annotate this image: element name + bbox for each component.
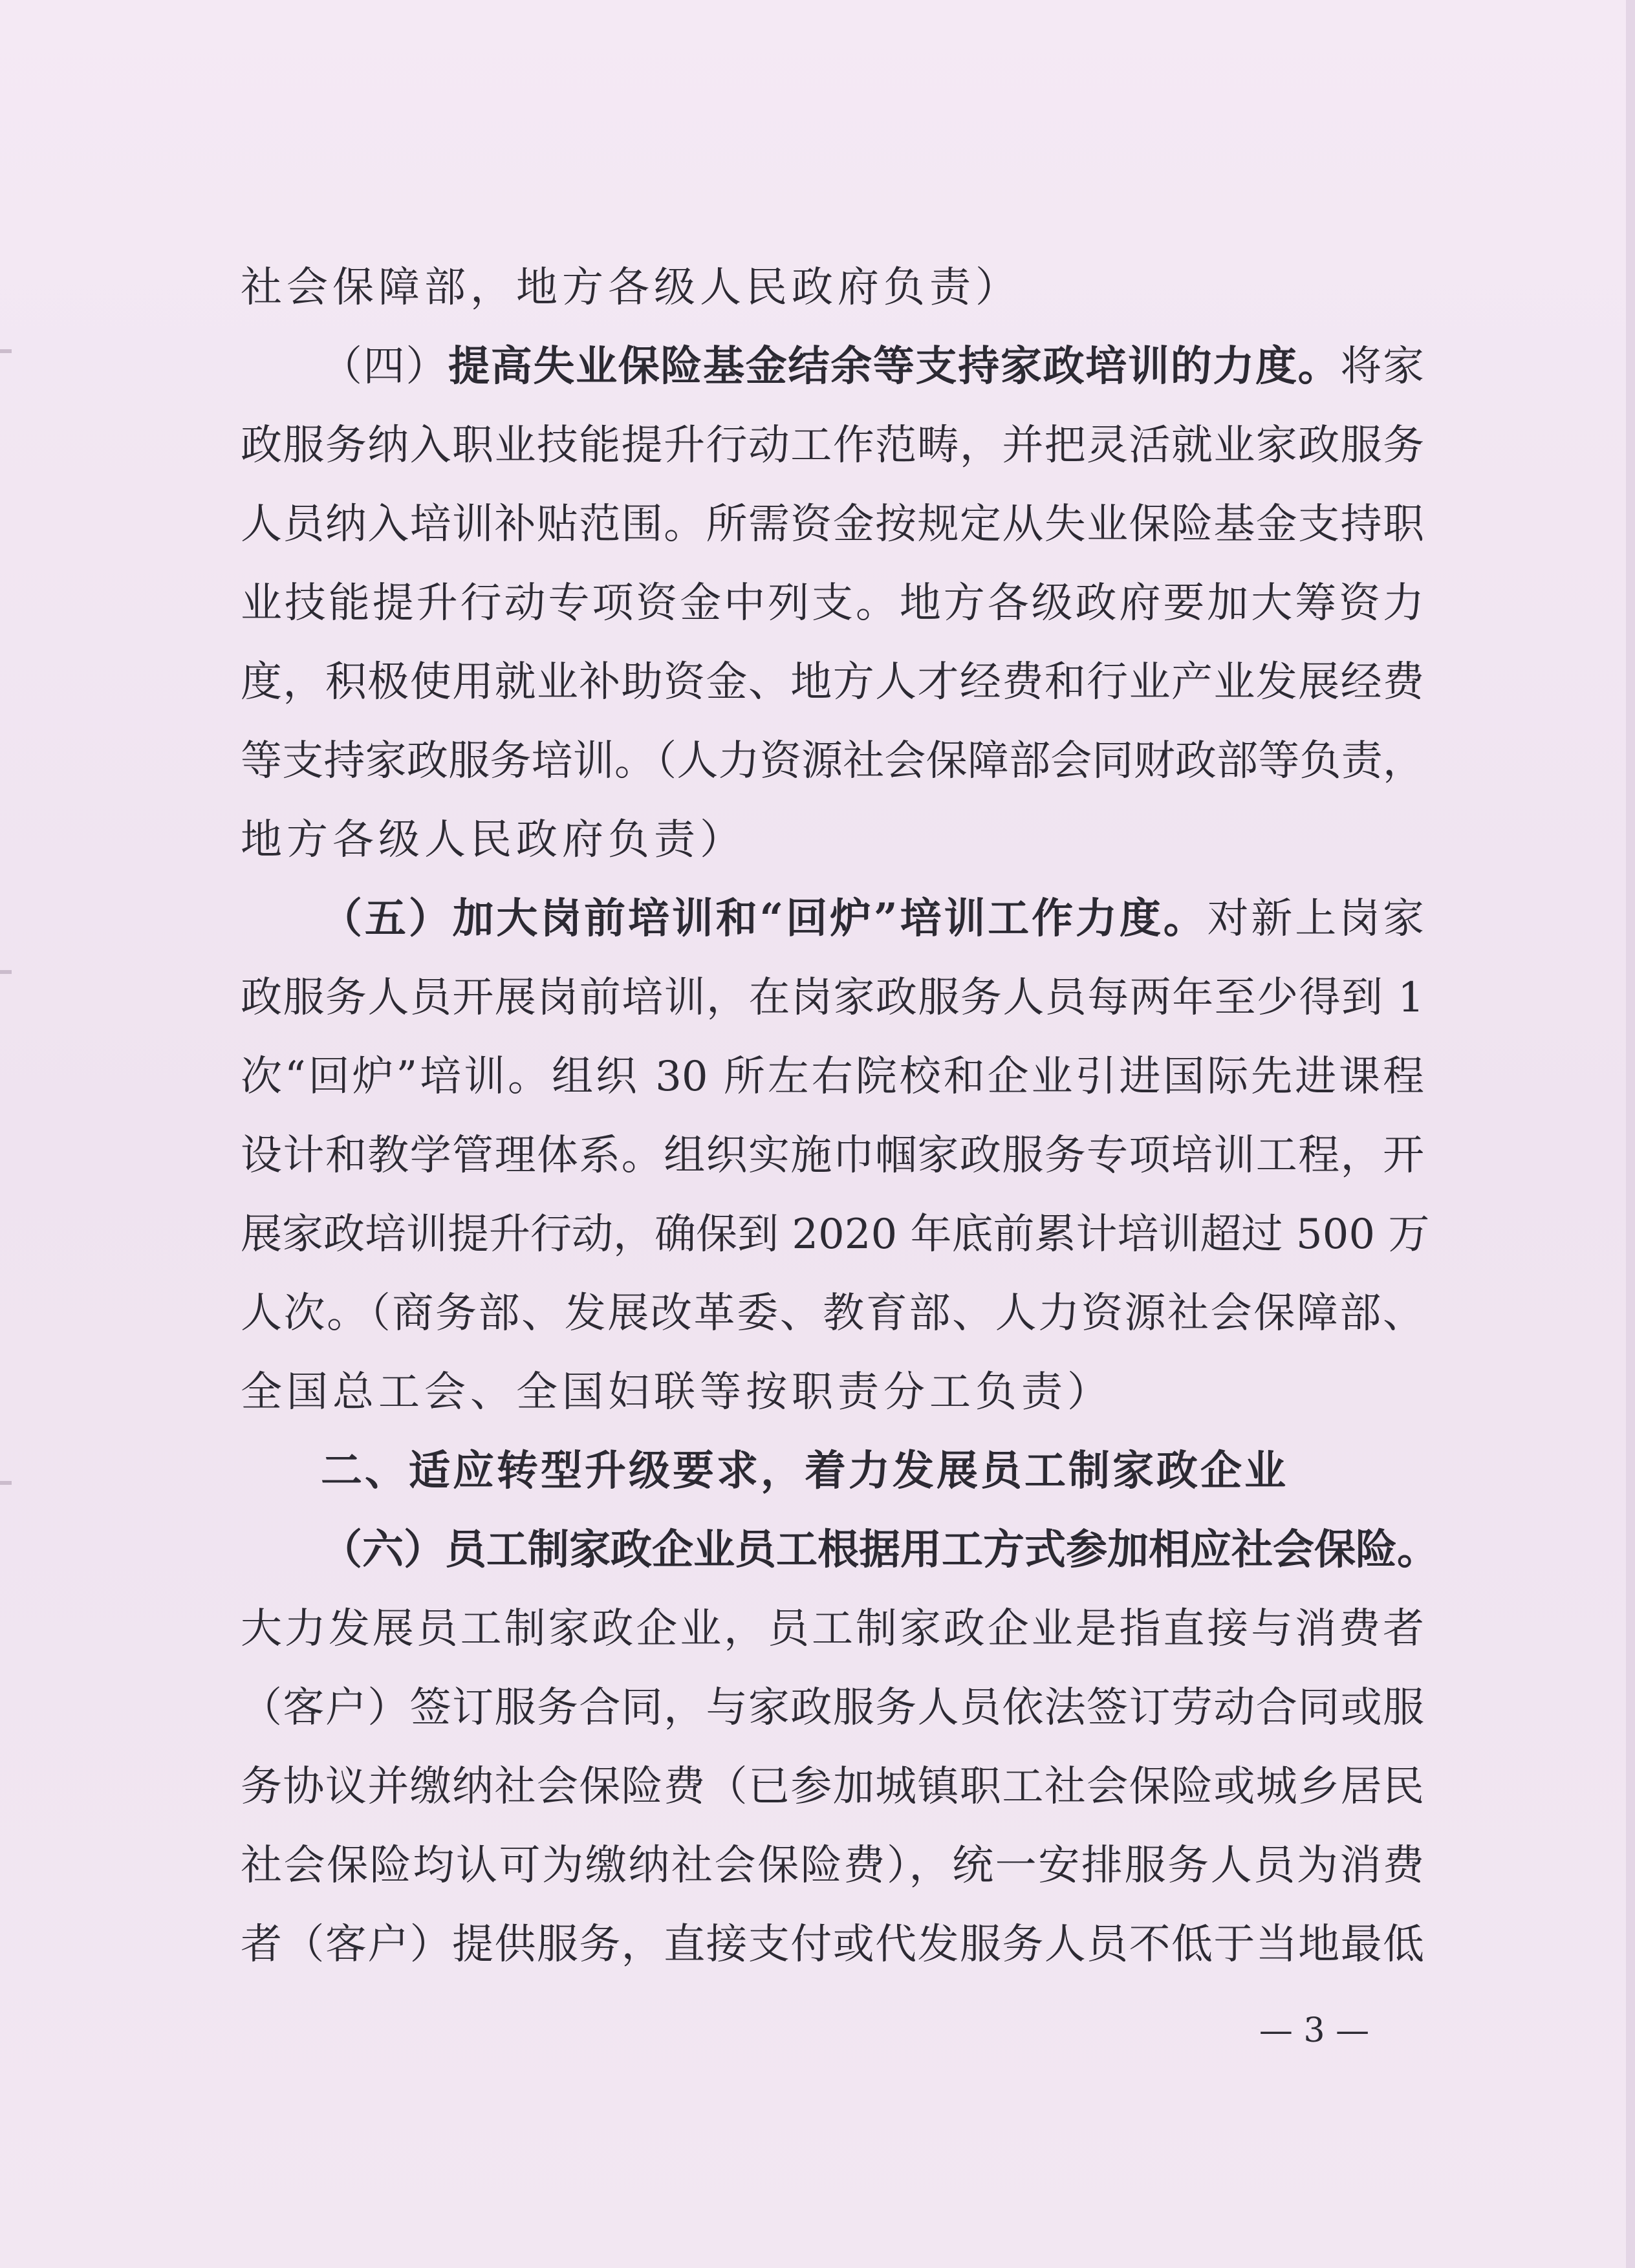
text-fragment: 对新上岗家 (1207, 895, 1424, 943)
punch-mark (0, 970, 12, 974)
text-line: 社会保险均认可为缴纳社会保险费），统一安排服务人员为消费 (241, 1842, 1424, 1890)
text-line: 业技能提升行动专项资金中列支。地方各级政府要加大筹资力 (241, 579, 1424, 627)
text-line: 人员纳入培训补贴范围。所需资金按规定从失业保险基金支持职 (241, 501, 1424, 548)
page-number: — 3 — (1259, 2011, 1370, 2050)
section-number: （四） (321, 343, 449, 391)
text-line: 度，积极使用就业补助资金、地方人才经费和行业产业发展经费 (241, 658, 1424, 706)
text-line: 大力发展员工制家政企业，员工制家政企业是指直接与消费者 (241, 1605, 1424, 1653)
text-line: 等支持家政服务培训。（人力资源社会保障部会同财政部等负责， (241, 737, 1424, 785)
text-line: 地方各级人民政府负责） (241, 816, 746, 864)
section-heading-6: （六）员工制家政企业员工根据用工方式参加相应社会保险。 (321, 1526, 1438, 1574)
punch-mark (0, 349, 12, 353)
text-line: 设计和教学管理体系。组织实施巾帼家政服务专项培训工程，开 (241, 1132, 1424, 1180)
text-line: 全国总工会、全国妇联等按职责分工负责） (241, 1368, 1113, 1416)
paragraph-5-first-line (321, 893, 1424, 945)
paragraph-4-first-line (321, 341, 1424, 393)
text-line: 展家政培训提升行动，确保到 2020 年底前累计培训超过 500 万 (241, 1211, 1430, 1258)
chapter-heading: 二、适应转型升级要求，着力发展员工制家政企业 (321, 1447, 1288, 1495)
text-line: 政服务纳入职业技能提升行动工作范畴，并把灵活就业家政服务 (241, 422, 1424, 470)
text-line: （客户）签订服务合同，与家政服务人员依法签订劳动合同或服 (241, 1684, 1424, 1732)
text-fragment: 将家 (1340, 343, 1425, 391)
text-line: 政服务人员开展岗前培训，在岗家政服务人员每两年至少得到 1 (241, 974, 1424, 1022)
text-line: 社会保障部，地方各级人民政府负责） (241, 264, 1021, 312)
text-line: 务协议并缴纳社会保险费（已参加城镇职工社会保险或城乡居民 (241, 1763, 1424, 1811)
text-line: 者（客户）提供服务，直接支付或代发服务人员不低于当地最低 (241, 1921, 1424, 1969)
text-line: 人次。（商务部、发展改革委、教育部、人力资源社会保障部、 (241, 1290, 1424, 1337)
punch-mark (0, 1481, 12, 1485)
section-heading: 提高失业保险基金结余等支持家政培训的力度。 (448, 342, 1341, 391)
section-heading: （五）加大岗前培训和“回炉”培训工作力度。 (321, 894, 1207, 943)
scan-edge (1626, 0, 1635, 2268)
text-line: 次“回炉”培训。组织 30 所左右院校和企业引进国际先进课程 (241, 1053, 1424, 1101)
